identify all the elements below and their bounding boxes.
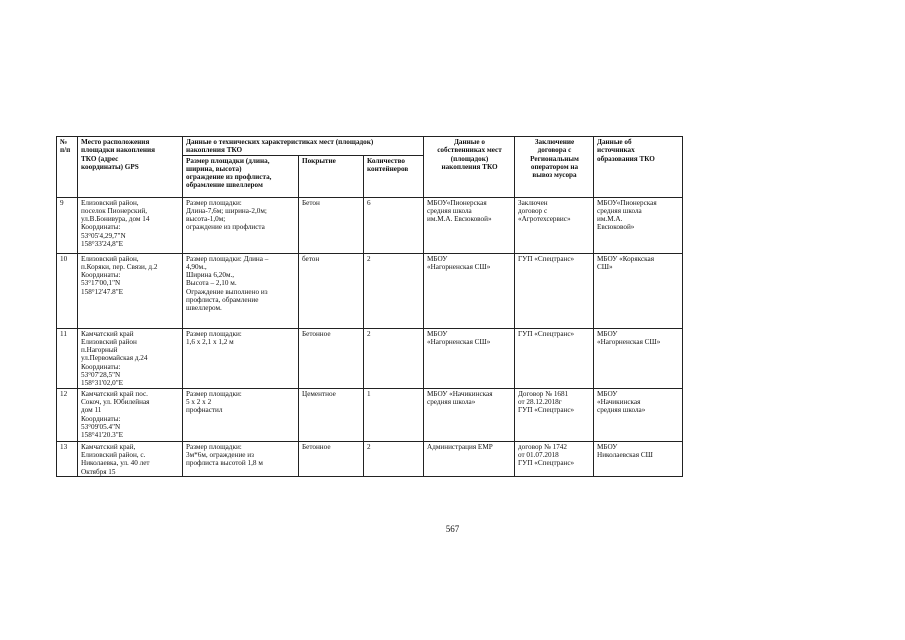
- cell-location: Елизовский район, поселок Пионерский, ул.В.Бонивура, дом 14 Координаты: 53°05'4,29,7"N 158°33'24,8"E: [78, 197, 183, 253]
- cell-container-count: 2: [364, 441, 424, 476]
- cell-location: Камчатский край Елизовский район п.Нагорный ул.Первомайская д.24 Координаты: 53°07'28,5"N 158°31'02,0"E: [78, 328, 183, 388]
- cell-owner: МБОУ«Пионерская средняя школа им.М.А. Евсюковой»: [424, 197, 515, 253]
- cell-source: МБОУ «Нагорненская СШ»: [594, 328, 683, 388]
- cell-owner: Администрация ЕМР: [424, 441, 515, 476]
- cell-surface: Бетонное: [299, 441, 364, 476]
- cell-location: Камчатский край, Елизовский район, с. Николаевка, ул. 40 лет Октября 15: [78, 441, 183, 476]
- cell-surface: Бетонное: [299, 328, 364, 388]
- cell-source: МБОУ «Корякская СШ»: [594, 253, 683, 328]
- cell-contract: Договор № 1681 от 28.12.2018г ГУП «Спецтранс»: [515, 388, 594, 441]
- cell-contract: ГУП «Спецтранс»: [515, 328, 594, 388]
- cell-size: Размер площадки: 1,6 х 2,1 х 1,2 м: [183, 328, 299, 388]
- table-row: [57, 388, 683, 441]
- table-row: [57, 253, 683, 328]
- page-number: 567: [445, 524, 460, 534]
- cell-source: МБОУ «Начикинская средняя школа»: [594, 388, 683, 441]
- cell-contract: договор № 1742 от 01.07.2018 ГУП «Спецтранс»: [515, 441, 594, 476]
- header-owners: Данные о собственниках мест (площадок) накопления ТКО: [424, 137, 515, 198]
- cell-size: Размер площадки: Длина – 4,90м., Ширина 6,20м., Высота – 2,10 м. Ограждение выполнено из профлиста, обрамление швеллером.: [183, 253, 299, 328]
- cell-contract: ГУП «Спецтранс»: [515, 253, 594, 328]
- cell-source: МБОУ Николаевская СШ: [594, 441, 683, 476]
- cell-container-count: 2: [364, 328, 424, 388]
- header-technical-data: Данные о технических характеристиках мест (площадок) накопления ТКО: [183, 137, 424, 156]
- cell-location: Елизовский район, п.Коряки, пер. Связи, д.2 Координаты: 53°17'00,1"N 158°12'47.8"E: [78, 253, 183, 328]
- cell-source: МБОУ«Пионерская средняя школа им.М.А. Евсюковой»: [594, 197, 683, 253]
- header-location: Место расположения площадки накопления ТКО (адрес координаты) GPS: [78, 137, 183, 198]
- cell-size: Размер площадки: Длина-7,6м; ширина-2,0м; высота-1,0м; ограждение из профлиста: [183, 197, 299, 253]
- cell-number: 13: [57, 441, 78, 476]
- header-contract: Заключение договора с Региональным оператором на вывоз мусора: [515, 137, 594, 198]
- header-surface: Покрытие: [299, 155, 364, 197]
- cell-container-count: 2: [364, 253, 424, 328]
- cell-surface: бетон: [299, 253, 364, 328]
- header-row: [57, 137, 683, 156]
- cell-owner: МБОУ «Нагорненская СШ»: [424, 328, 515, 388]
- table-row: [57, 328, 683, 388]
- table-row: [57, 197, 683, 253]
- cell-number: 12: [57, 388, 78, 441]
- table-row: [57, 441, 683, 476]
- cell-number: 9: [57, 197, 78, 253]
- cell-contract: Заключен договор с «Агротехсервис»: [515, 197, 594, 253]
- cell-number: 10: [57, 253, 78, 328]
- cell-container-count: 6: [364, 197, 424, 253]
- cell-owner: МБОУ «Начикинская средняя школа»: [424, 388, 515, 441]
- header-size: Размер площадки (длина, ширина, высота) ограждение из профлиста, обрамление швеллером: [183, 155, 299, 197]
- cell-location: Камчатский край пос. Сокоч, ул. Юбилейная дом 11 Координаты: 53°09'05.4"N 158°41'20.3"E: [78, 388, 183, 441]
- cell-size: Размер площадки: 5 х 2 х 2 профнастил: [183, 388, 299, 441]
- cell-container-count: 1: [364, 388, 424, 441]
- tko-sites-table: [56, 136, 683, 477]
- header-number: № п/п: [57, 137, 78, 198]
- cell-size: Размер площадки: 3м*6м, ограждение из профлиста высотой 1,8 м: [183, 441, 299, 476]
- cell-surface: Цементное: [299, 388, 364, 441]
- header-sources: Данные об источниках образования ТКО: [594, 137, 683, 198]
- header-container-count: Количество контейнеров: [364, 155, 424, 197]
- cell-surface: Бетон: [299, 197, 364, 253]
- cell-owner: МБОУ «Нагорненская СШ»: [424, 253, 515, 328]
- cell-number: 11: [57, 328, 78, 388]
